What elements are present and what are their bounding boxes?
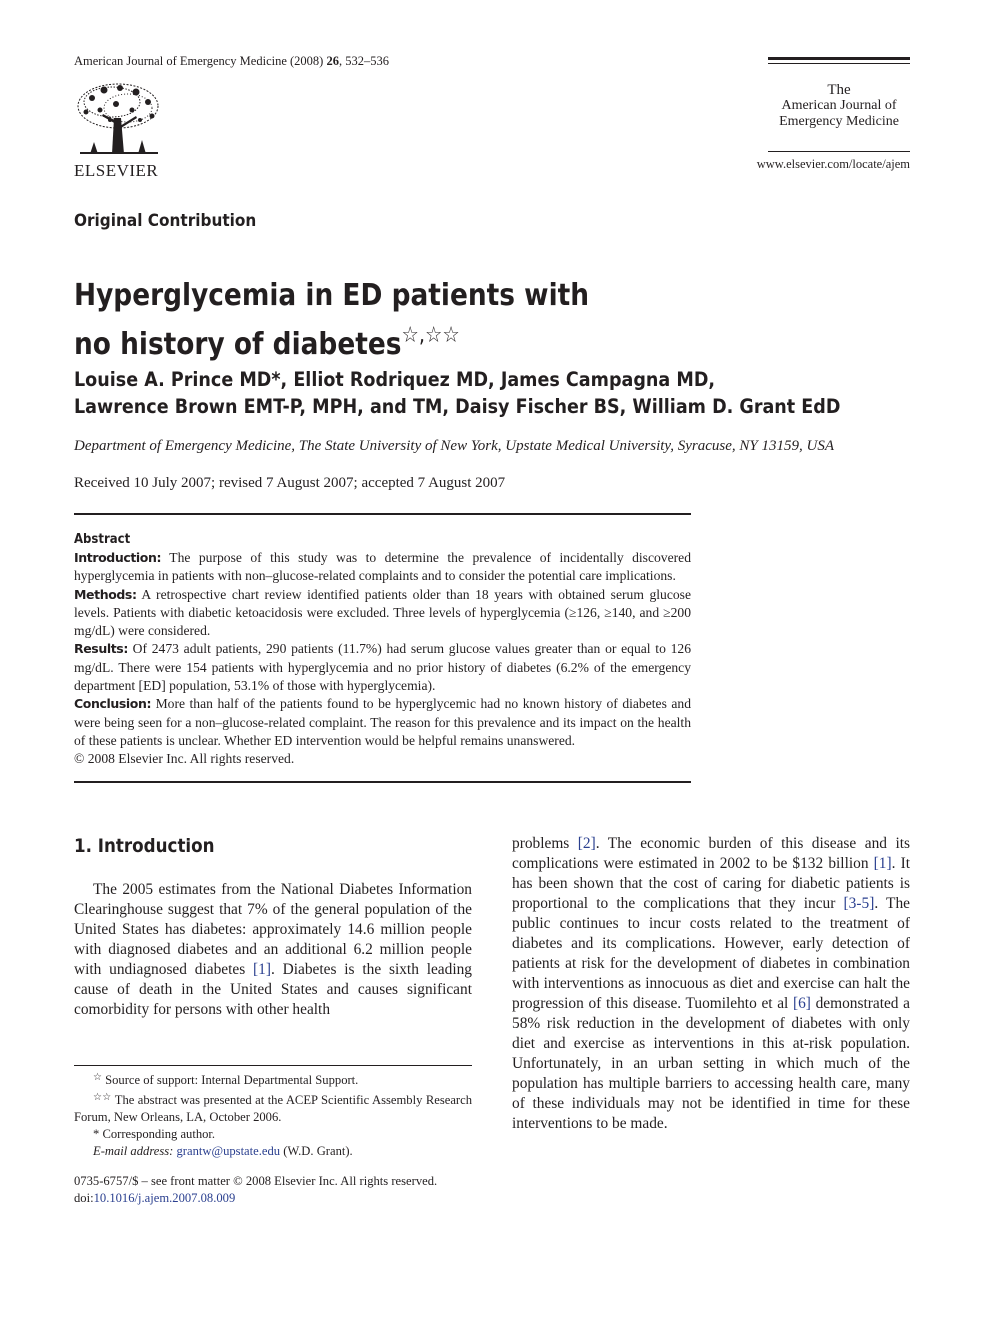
email-link[interactable]: grantw@upstate.edu — [176, 1144, 281, 1158]
journal-masthead — [768, 57, 910, 152]
footnote-divider — [74, 1065, 472, 1066]
front-matter — [74, 1173, 472, 1207]
masthead-title: The American Journal of Emergency Medicine — [779, 82, 899, 129]
abstract-introduction: Introduction: The purpose of this study was to determine the prevalence of incidentally discovered hyperglycemia in patients with non–glucose-related complaints and to consider the potential care implications. — [74, 550, 691, 584]
abstract-methods: Methods: A retrospective chart review identified patients older than 18 years with obtained serum glucose levels. Patients with diabetic ketoacidosis were excluded. Three levels of hyperglycemia (≥126, ≥140, and ≥200 mg/dL) were considered. — [74, 586, 691, 639]
reference-link[interactable]: [2] — [577, 835, 596, 852]
footnote-presentation: ☆☆ The abstract was presented at the ACEP Scientific Assembly Research Forum, New Orleans, LA, October 2006. — [74, 1092, 472, 1124]
reference-link[interactable]: [6] — [792, 995, 811, 1012]
article-dates: Received 10 July 2007; revised 7 August 2007; accepted 7 August 2007 — [74, 475, 506, 491]
journal-citation: American Journal of Emergency Medicine (2008) 26, 532–536 — [74, 54, 389, 68]
masthead-rule — [768, 57, 910, 60]
reference-link[interactable]: [3-5] — [843, 895, 875, 912]
journal-url[interactable]: www.elsevier.com/locate/ajem — [756, 157, 910, 171]
reference-link[interactable]: [1] — [253, 961, 271, 978]
masthead-rule — [768, 63, 910, 64]
body-column-left: The 2005 estimates from the National Diabetes Information Clearinghouse suggest that 7% of the general population of the United States has diabetes: approximately 14.6 million people with diagnosed diabetes and an additional 6.2 million people with undiagnosed diabetes [1]. Diabetes is the sixth leading cause of death in the United States and causes significant comorbidity for persons with other health — [74, 881, 472, 1018]
body-column-right: problems [2]. The economic burden of this disease and its complications were estimated in 2002 to be $132 billion [1]. It has been shown that the cost of caring for diabetic patients is proportional to the complications that they incur [3-5]. The public continues to incur costs related to the treatment of diabetes and its complications. However, early detection of patients at risk for the development of diabetes in combination with interventions as innocuous as diet and exercise can halt the progression of this disease. Tuomilehto et al [6] demonstrated a 58% risk reduction in the development of diabetes with only diet and exercise as interventions in this at-risk population. Unfortunately, in an urban setting in which much of the population has multiple barriers to accessing health care, many of these individuals may not be identified in time for these interventions to be made. — [512, 835, 910, 1132]
abstract-copyright: © 2008 Elsevier Inc. All rights reserved. — [74, 751, 295, 767]
reference-link[interactable]: [1] — [873, 855, 892, 872]
footnote-support: ☆ Source of support: Internal Departmental Support. — [93, 1072, 359, 1087]
footnote-email: E-mail address: grantw@upstate.edu (W.D. Grant). — [93, 1144, 353, 1158]
elsevier-tree-icon — [72, 80, 164, 160]
abstract-heading: Abstract — [74, 532, 131, 547]
affiliation: Department of Emergency Medicine, The State University of New York, Upstate Medical University, Syracuse, NY 13159, USA — [74, 438, 835, 454]
footnotes — [74, 1069, 472, 1160]
doi-line: doi:10.1016/j.ajem.2007.08.009 — [74, 1191, 236, 1205]
title-footnote-marks[interactable]: ☆,☆☆ — [401, 323, 460, 348]
issn-line: 0735-6757/$ – see front matter © 2008 Elsevier Inc. All rights reserved. — [74, 1174, 438, 1188]
abstract-results: Results: Of 2473 adult patients, 290 patients (11.7%) had serum glucose values greater than or equal to 126 mg/dL. There were 154 patients with hyperglycemia and no prior history of diabetes (6.2% of the emergency department [ED] population, 53.1% of those with hyperglycemia). — [74, 641, 691, 694]
article-title: Hyperglycemia in ED patients with no history of diabetes☆,☆☆ — [74, 278, 590, 362]
masthead-rule — [768, 151, 910, 152]
doi-link[interactable]: 10.1016/j.ajem.2007.08.009 — [93, 1191, 236, 1205]
publisher-name: ELSEVIER — [74, 161, 159, 180]
section-heading-introduction: 1. Introduction — [74, 835, 215, 857]
publisher-logo — [72, 80, 164, 181]
author-list: Louise A. Prince MD*, Elliot Rodriquez MD, James Campagna MD, Lawrence Brown EMT-P, MPH, and TM, Daisy Fischer BS, William D. Grant EdD — [74, 368, 841, 418]
abstract — [74, 513, 691, 783]
article-type: Original Contribution — [74, 211, 257, 231]
abstract-conclusion: Conclusion: More than half of the patients found to be hyperglycemic had no known history of diabetes and were being seen for a non–glucose-related complaint. The reason for this prevalence and its impact on the health of these patients is unclear. Whether ED intervention would be helpful remains unanswered. — [74, 696, 691, 748]
footnote-corresponding: * Corresponding author. — [93, 1127, 216, 1141]
